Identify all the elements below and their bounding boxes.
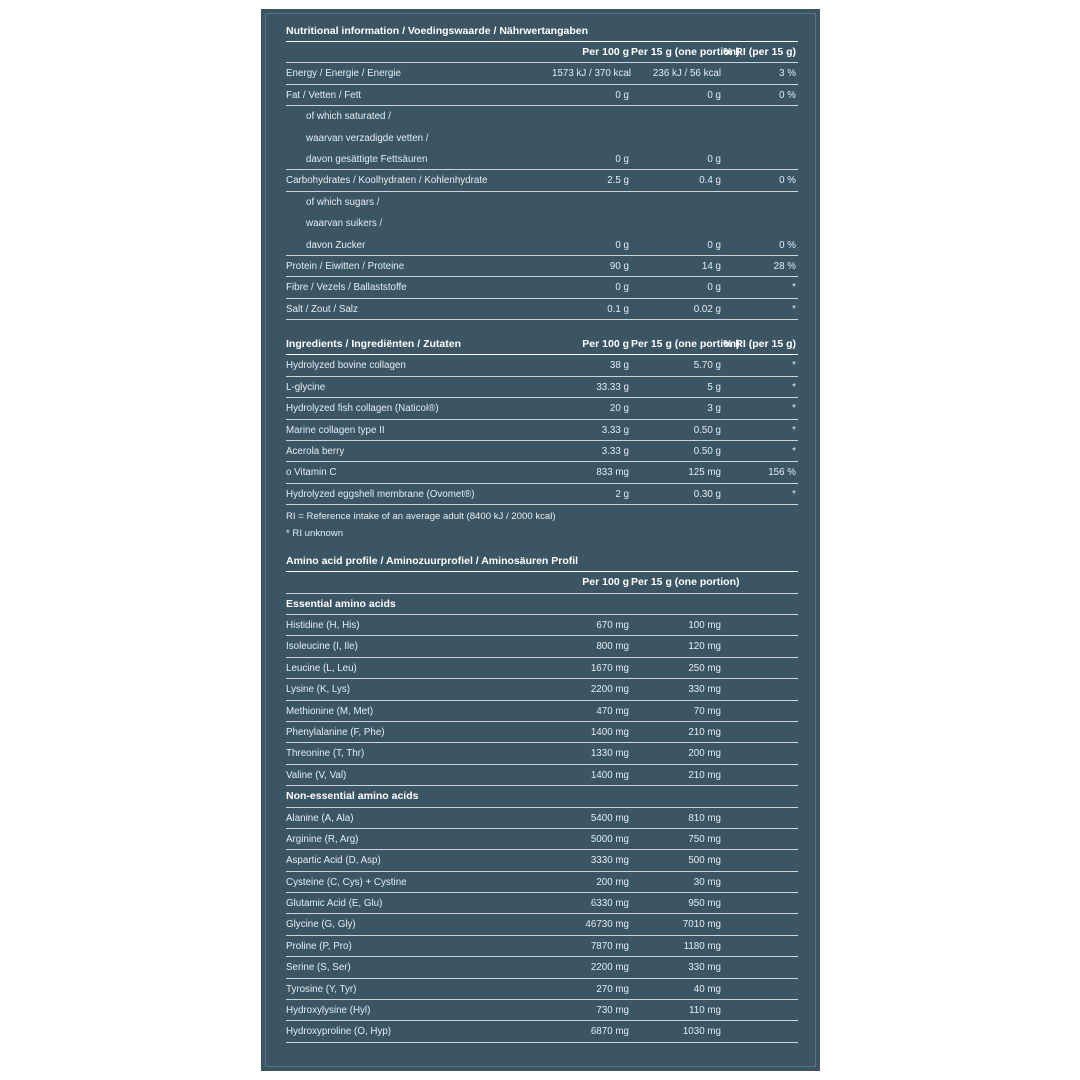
per-portion-value: 500 mg — [688, 855, 721, 867]
table-row — [286, 484, 798, 505]
row-label: Phenylalanine (F, Phe) — [286, 726, 385, 738]
table-row — [286, 636, 798, 657]
header-cell: % RI (per 15 g) — [723, 338, 796, 351]
ri-value: 156 % — [768, 467, 796, 479]
per-portion-value: 7010 mg — [682, 919, 721, 931]
ri-value: * — [792, 303, 796, 315]
header-cell: Per 15 g (one portion) — [631, 338, 740, 351]
per-portion-value: 0.4 g — [699, 175, 721, 187]
per-portion-value: 1180 mg — [683, 940, 721, 952]
per-portion-value: 330 mg — [688, 962, 721, 974]
amino-title: Amino acid profile / Aminozuurprofiel / Aminosäuren Profil — [286, 552, 798, 572]
per-100g-value: 90 g — [609, 260, 629, 272]
per-100g-value: 2 g — [615, 488, 629, 500]
row-label: Fibre / Vezels / Ballaststoffe — [286, 282, 407, 294]
table-row — [286, 701, 798, 722]
per-100g-value: 1400 mg — [590, 769, 629, 781]
table-row — [286, 235, 798, 256]
per-100g-value — [552, 106, 631, 127]
row-label: waarvan suikers / — [306, 218, 383, 230]
ri-value — [723, 1000, 798, 1021]
ri-value — [723, 106, 798, 127]
row-label: Hydrolyzed bovine collagen — [286, 360, 406, 372]
header-cell: % RI (per 15 g) — [723, 46, 796, 58]
per-portion-value: 750 mg — [688, 833, 721, 845]
per-100g-value: 3.33 g — [601, 424, 629, 436]
per-100g-value: 38 g — [609, 360, 629, 372]
per-portion-value: 0.50 g — [693, 446, 721, 458]
table-row — [286, 441, 798, 462]
per-portion-value: 3 g — [707, 403, 721, 415]
ri-value — [723, 893, 798, 914]
table-row — [286, 355, 798, 376]
row-label: Hydrolyzed fish collagen (Naticol®) — [286, 403, 439, 415]
row-label: Serine (S, Ser) — [286, 962, 351, 974]
per-portion-value: 0.50 g — [693, 424, 721, 436]
ri-value — [723, 658, 798, 679]
ingredients-header-row — [286, 334, 798, 355]
per-100g-value: 3.33 g — [601, 446, 629, 458]
per-portion-value: 1030 mg — [682, 1026, 721, 1038]
row-label: Hydroxyproline (O, Hyp) — [286, 1026, 392, 1038]
nutrition-header-row — [286, 42, 798, 63]
per-portion-value: 950 mg — [688, 898, 721, 910]
ri-value — [723, 957, 798, 978]
row-label: Carbohydrates / Koolhydraten / Kohlenhydrate — [286, 175, 488, 187]
table-row — [286, 192, 798, 213]
table-row — [286, 722, 798, 743]
ri-value: * — [792, 424, 796, 436]
table-row — [286, 936, 798, 957]
table-row — [286, 893, 798, 914]
ri-unknown-footnote: * RI unknown — [286, 528, 344, 540]
table-row — [286, 213, 798, 234]
ri-value — [723, 701, 798, 722]
per-portion-value — [631, 106, 723, 127]
table-row — [286, 149, 798, 170]
label-content — [286, 22, 798, 1057]
per-100g-value: 0 g — [615, 239, 629, 251]
per-portion-value: 100 mg — [688, 619, 721, 631]
ri-value — [723, 149, 798, 170]
row-label: Lysine (K, Lys) — [286, 684, 351, 696]
per-100g-value: 6330 mg — [590, 898, 629, 910]
ri-value — [723, 1021, 798, 1042]
ri-value — [723, 679, 798, 700]
per-portion-value: 110 mg — [689, 1005, 721, 1017]
row-label: Cysteine (C, Cys) + Cystine — [286, 876, 407, 888]
per-100g-value: 20 g — [609, 403, 629, 415]
ri-value: * — [792, 446, 796, 458]
ri-value: * — [792, 488, 796, 500]
per-portion-value: 70 mg — [693, 705, 721, 717]
table-row — [286, 299, 798, 320]
row-label: Hydroxylysine (Hyl) — [286, 1005, 371, 1017]
table-row — [286, 128, 798, 149]
per-portion-value: 5 g — [707, 381, 721, 393]
ri-value: 28 % — [773, 260, 796, 272]
row-label: Alanine (A, Ala) — [286, 812, 354, 824]
nutrition-title: Nutritional information / Voedingswaarde / Nährwertangaben — [286, 22, 798, 42]
per-100g-value — [552, 128, 631, 149]
nonessential-group-title — [286, 786, 798, 807]
row-label: Histidine (H, His) — [286, 619, 360, 631]
ri-value: 0 % — [779, 175, 796, 187]
ri-value — [723, 213, 798, 234]
header-cell: Per 15 g (one portion) — [631, 46, 740, 58]
per-100g-value: 2200 mg — [590, 684, 629, 696]
essential-rows — [286, 615, 798, 786]
per-100g-value: 1400 mg — [590, 726, 629, 738]
row-label: Threonine (T, Thr) — [286, 748, 365, 760]
header-cell — [286, 572, 552, 593]
header-cell: Per 15 g (one portion) — [631, 576, 740, 589]
per-100g-value: 0 g — [615, 89, 629, 101]
row-label: o Vitamin C — [286, 467, 337, 479]
per-portion-value: 30 mg — [693, 876, 721, 888]
row-label: Leucine (L, Leu) — [286, 662, 357, 674]
row-label: Proline (P, Pro) — [286, 940, 352, 952]
per-100g-value: 6870 mg — [590, 1026, 629, 1038]
per-portion-value: 0.30 g — [693, 488, 721, 500]
ri-value — [723, 192, 798, 213]
table-row — [286, 829, 798, 850]
per-100g-value: 1330 mg — [590, 748, 629, 760]
table-row — [286, 850, 798, 871]
header-cell: Per 100 g — [582, 576, 629, 589]
per-portion-value: 810 mg — [688, 812, 721, 824]
table-row — [286, 957, 798, 978]
table-row — [286, 914, 798, 935]
row-label: Methionine (M, Met) — [286, 705, 374, 717]
per-portion-value: 120 mg — [688, 641, 721, 653]
row-label: Glycine (G, Gly) — [286, 919, 356, 931]
row-label: Hydrolyzed eggshell membrane (Ovomet®) — [286, 488, 475, 500]
per-portion-value: 210 mg — [688, 726, 721, 738]
ri-value — [723, 722, 798, 743]
per-100g-value: 730 mg — [596, 1005, 629, 1017]
header-cell: Ingredients / Ingrediënten / Zutaten — [286, 338, 462, 351]
per-100g-value: 670 mg — [596, 619, 629, 631]
per-100g-value: 5000 mg — [590, 833, 629, 845]
ri-value: * — [792, 282, 796, 294]
row-label: of which sugars / — [306, 196, 380, 208]
ri-value — [723, 808, 798, 829]
row-label: Salt / Zout / Salz — [286, 303, 358, 315]
table-row — [286, 106, 798, 127]
ri-value — [723, 850, 798, 871]
ri-value — [723, 979, 798, 1000]
table-row — [286, 872, 798, 893]
per-100g-value: 2200 mg — [590, 962, 629, 974]
row-label: Tyrosine (Y, Tyr) — [286, 983, 357, 995]
row-label: davon gesättigte Fettsäuren — [306, 153, 428, 165]
per-portion-value: 236 kJ / 56 kcal — [652, 68, 721, 80]
nutrition-rows — [286, 63, 798, 320]
per-100g-value: 200 mg — [596, 876, 629, 888]
per-portion-value: 0 g — [707, 282, 721, 294]
row-label: davon Zucker — [306, 239, 366, 251]
table-row — [286, 398, 798, 419]
per-portion-value — [631, 213, 723, 234]
header-cell: Per 100 g — [582, 338, 629, 351]
table-row — [286, 979, 798, 1000]
row-label: Marine collagen type II — [286, 424, 385, 436]
per-100g-value — [552, 192, 631, 213]
per-portion-value: 5.70 g — [693, 360, 721, 372]
per-portion-value — [631, 128, 723, 149]
amino-section — [286, 552, 798, 1043]
per-portion-value — [631, 192, 723, 213]
ri-footnote: RI = Reference intake of an average adult (8400 kJ / 2000 kcal) — [286, 511, 556, 523]
per-portion-value: 14 g — [701, 260, 721, 272]
table-row — [286, 277, 798, 298]
row-label: L-glycine — [286, 381, 326, 393]
per-100g-value: 7870 mg — [590, 940, 629, 952]
ri-value: 3 % — [779, 68, 796, 80]
per-portion-value: 250 mg — [688, 662, 721, 674]
table-row — [286, 743, 798, 764]
row-label: Aspartic Acid (D, Asp) — [286, 855, 381, 867]
row-label: Acerola berry — [286, 446, 345, 458]
per-100g-value: 270 mg — [596, 983, 629, 995]
per-100g-value: 0 g — [615, 153, 629, 165]
row-label: Glutamic Acid (E, Glu) — [286, 898, 383, 910]
per-100g-value: 800 mg — [596, 641, 629, 653]
per-100g-value: 470 mg — [596, 705, 629, 717]
per-portion-value: 0 g — [707, 239, 721, 251]
ri-value — [723, 615, 798, 636]
table-row — [286, 63, 798, 84]
ri-value — [723, 914, 798, 935]
essential-group-title — [286, 594, 798, 615]
ri-value — [723, 636, 798, 657]
ingredient-rows — [286, 355, 798, 505]
header-cell: Per 100 g — [582, 46, 629, 58]
table-row — [286, 615, 798, 636]
per-100g-value: 1670 mg — [590, 662, 629, 674]
nutrition-section — [286, 22, 798, 320]
header-cell — [723, 572, 798, 593]
per-portion-value: 0.02 g — [693, 303, 721, 315]
row-label: Protein / Eiwitten / Proteine — [286, 260, 405, 272]
table-row — [286, 420, 798, 441]
row-label: Energy / Energie / Energie — [286, 68, 401, 80]
ri-value — [723, 936, 798, 957]
per-portion-value: 40 mg — [693, 983, 721, 995]
per-portion-value: 0 g — [707, 89, 721, 101]
per-portion-value: 330 mg — [688, 684, 721, 696]
table-row — [286, 1021, 798, 1042]
table-row — [286, 256, 798, 277]
amino-header-row — [286, 572, 798, 593]
row-label: Isoleucine (I, Ile) — [286, 641, 358, 653]
table-row — [286, 85, 798, 106]
ri-value — [723, 872, 798, 893]
row-label: waarvan verzadigde vetten / — [306, 132, 429, 144]
row-label: Arginine (R, Arg) — [286, 833, 359, 845]
group-label: Non-essential amino acids — [286, 790, 419, 803]
table-row — [286, 679, 798, 700]
footnotes — [286, 508, 798, 542]
row-label: Valine (V, Val) — [286, 769, 347, 781]
per-portion-value: 0 g — [707, 153, 721, 165]
row-label: of which saturated / — [306, 111, 391, 123]
ri-value: * — [792, 360, 796, 372]
table-row — [286, 1000, 798, 1021]
per-100g-value: 1573 kJ / 370 kcal — [552, 68, 631, 80]
header-cell — [286, 42, 552, 63]
per-100g-value: 0 g — [615, 282, 629, 294]
per-portion-value: 125 mg — [688, 467, 721, 479]
nonessential-rows — [286, 808, 798, 1043]
per-100g-value: 5400 mg — [590, 812, 629, 824]
nutrition-label-panel — [261, 9, 820, 1071]
per-100g-value: 46730 mg — [585, 919, 629, 931]
table-row — [286, 377, 798, 398]
table-row — [286, 170, 798, 191]
ri-value — [723, 765, 798, 786]
per-100g-value — [552, 213, 631, 234]
ri-value — [723, 829, 798, 850]
ri-value: * — [792, 381, 796, 393]
row-label: Fat / Vetten / Fett — [286, 89, 362, 101]
group-label: Essential amino acids — [286, 597, 396, 610]
ri-value: 0 % — [779, 239, 796, 251]
per-100g-value: 3330 mg — [590, 855, 629, 867]
per-100g-value: 33.33 g — [596, 381, 629, 393]
ri-value: * — [792, 403, 796, 415]
per-portion-value: 200 mg — [688, 748, 721, 760]
ri-value: 0 % — [779, 89, 796, 101]
table-row — [286, 462, 798, 483]
ri-value — [723, 128, 798, 149]
per-100g-value: 0.1 g — [607, 303, 629, 315]
table-row — [286, 765, 798, 786]
table-row — [286, 808, 798, 829]
ingredients-section — [286, 334, 798, 542]
table-row — [286, 658, 798, 679]
per-100g-value: 833 mg — [596, 467, 629, 479]
per-portion-value: 210 mg — [688, 769, 721, 781]
ri-value — [723, 743, 798, 764]
per-100g-value: 2.5 g — [607, 175, 629, 187]
